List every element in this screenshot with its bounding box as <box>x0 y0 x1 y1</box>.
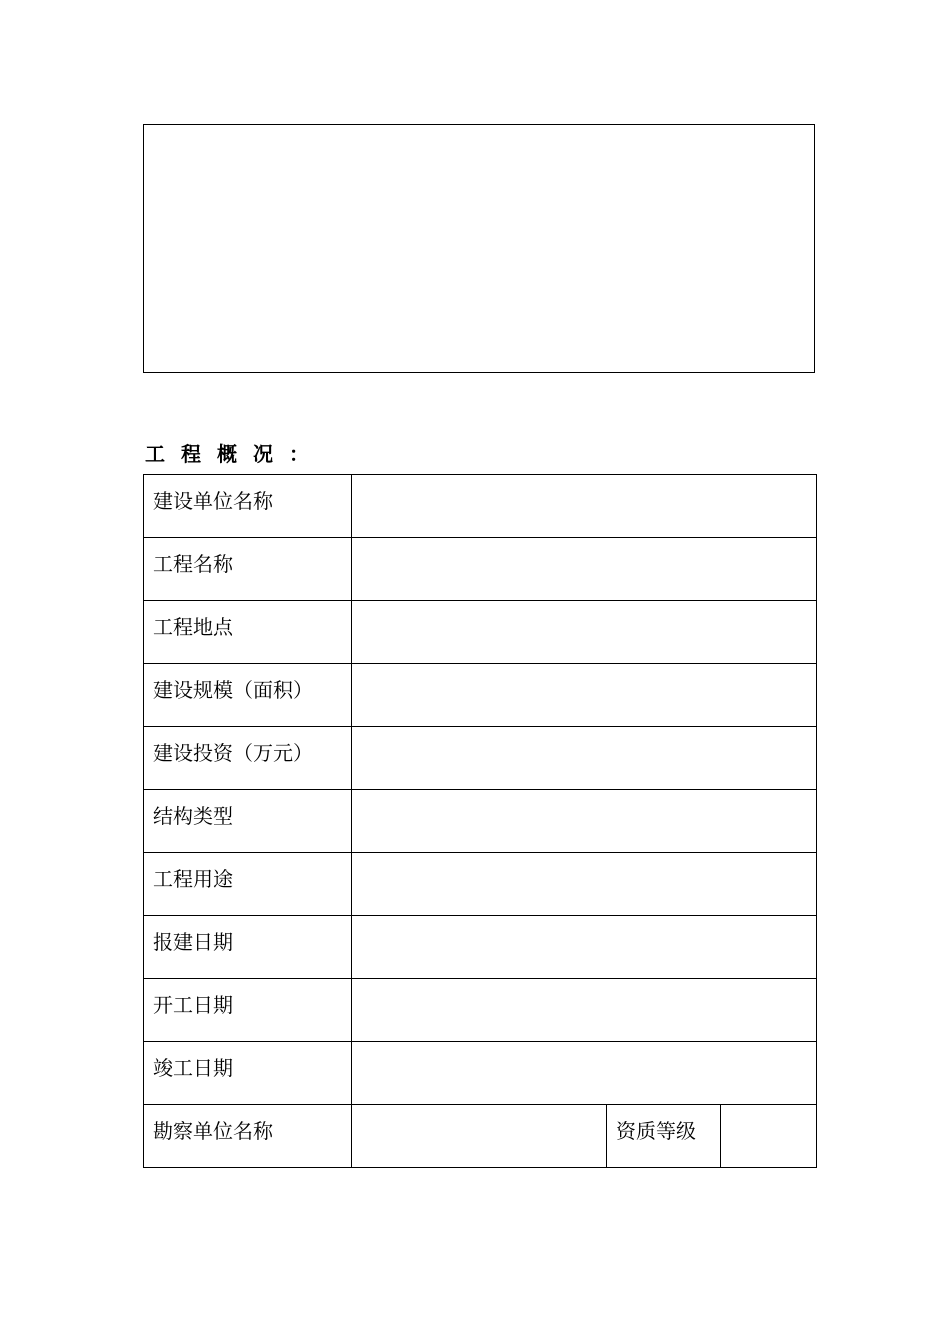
qualification-label: 资质等级 <box>607 1105 721 1168</box>
row-label: 工程名称 <box>144 538 352 601</box>
row-label: 建设规模（面积） <box>144 664 352 727</box>
row-value-field[interactable] <box>352 664 817 727</box>
row-label: 报建日期 <box>144 916 352 979</box>
table-row <box>144 601 817 664</box>
table-row <box>144 916 817 979</box>
row-value-field[interactable] <box>352 979 817 1042</box>
table-row <box>144 664 817 727</box>
row-label: 开工日期 <box>144 979 352 1042</box>
table-row <box>144 853 817 916</box>
row-value-field[interactable] <box>352 1042 817 1105</box>
table-row <box>144 475 817 538</box>
survey-unit-field[interactable] <box>352 1105 607 1168</box>
survey-unit-label: 勘察单位名称 <box>144 1105 352 1168</box>
row-label: 建设单位名称 <box>144 475 352 538</box>
row-value-field[interactable] <box>352 916 817 979</box>
table-row-survey-unit <box>144 1105 817 1168</box>
blank-box <box>143 124 815 373</box>
row-label: 工程地点 <box>144 601 352 664</box>
table-row <box>144 979 817 1042</box>
table-row <box>144 727 817 790</box>
row-label: 竣工日期 <box>144 1042 352 1105</box>
table-row <box>144 1042 817 1105</box>
section-title: 工程概况： <box>145 442 325 466</box>
row-label: 建设投资（万元） <box>144 727 352 790</box>
row-value-field[interactable] <box>352 601 817 664</box>
table-row <box>144 790 817 853</box>
row-value-field[interactable] <box>352 853 817 916</box>
row-label: 结构类型 <box>144 790 352 853</box>
row-value-field[interactable] <box>352 727 817 790</box>
row-label: 工程用途 <box>144 853 352 916</box>
row-value-field[interactable] <box>352 538 817 601</box>
qualification-field[interactable] <box>721 1105 817 1168</box>
table-row <box>144 538 817 601</box>
row-value-field[interactable] <box>352 790 817 853</box>
project-overview-table <box>143 474 817 1168</box>
row-value-field[interactable] <box>352 475 817 538</box>
